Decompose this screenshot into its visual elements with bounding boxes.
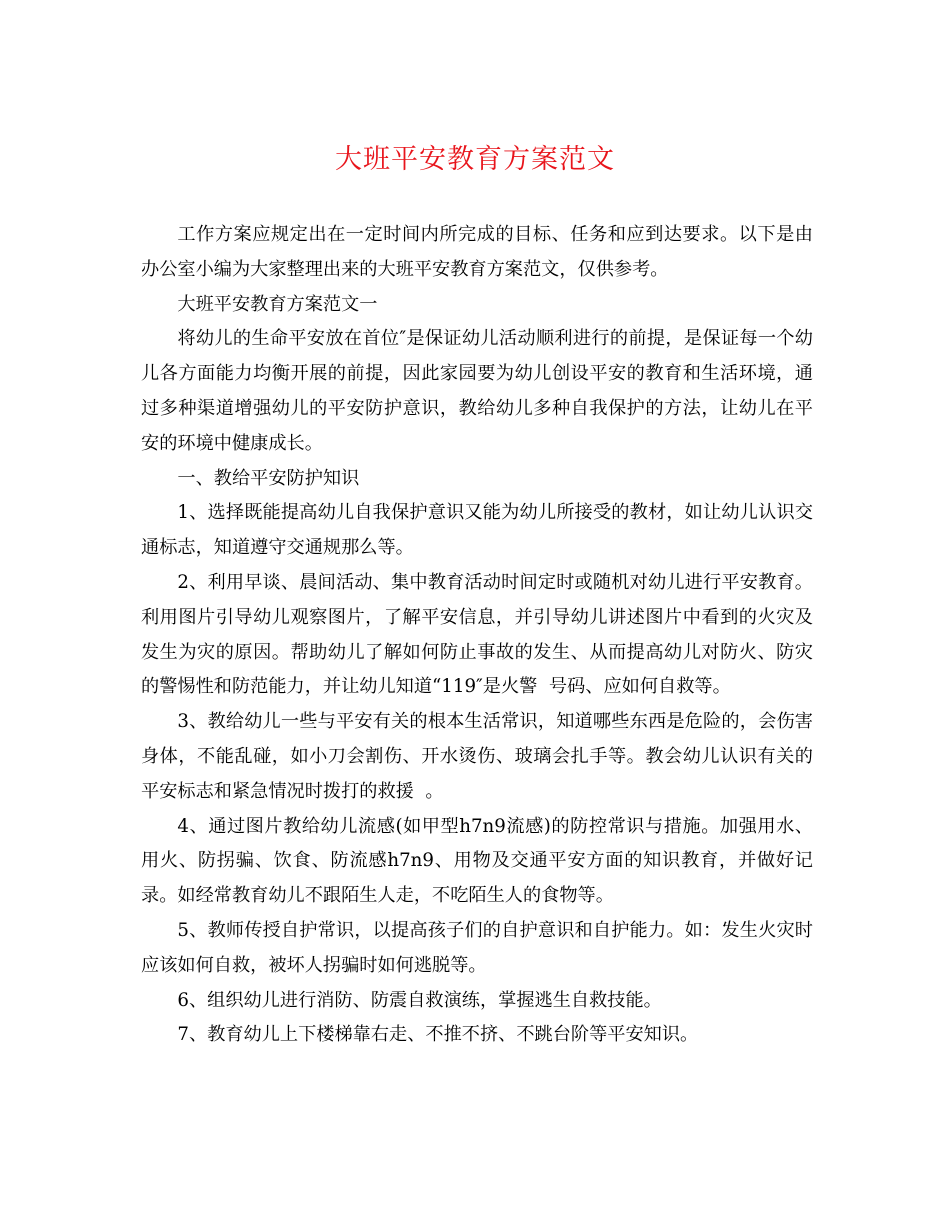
paragraph-item-7: 7、教育幼儿上下楼梯靠右走、不推不挤、不跳台阶等平安知识。 [177,1024,699,1046]
paragraph-item-4: 4、通过图片教给幼儿流感(如甲型h7n9流感)的防控常识与措施。加强用水、用火、防拐骗、饮食、防流感h7n9、用物及交通平安方面的知识教育，并做好记录。如经常教育幼儿不跟陌生人走，不吃陌生人的食物等。 [141,815,813,907]
paragraph-purpose: 将幼儿的生命平安放在首位″是保证幼儿活动顺利进行的前提，是保证每一个幼儿各方面能力均衡开展的前提，因此家园要为幼儿创设平安的教育和生活环境，通过多种渠道增强幼儿的平安防护意识，教给幼儿多种自我保护的方法，让幼儿在平安的环境中健康成长。 [141,328,813,454]
paragraph-intro: 工作方案应规定出在一定时间内所完成的目标、任务和应到达要求。以下是由办公室小编为大家整理出来的大班平安教育方案范文，仅供参考。 [141,224,813,280]
paragraph-item-5: 5、教师传授自护常识，以提高孩子们的自护意识和自护能力。如：发生火灾时应该如何自救，被坏人拐骗时如何逃脱等。 [141,919,813,976]
paragraph-item-2: 2、利用早谈、晨间活动、集中教育活动时间定时或随机对幼儿进行平安教育。利用图片引导幼儿观察图片，了解平安信息，并引导幼儿讲述图片中看到的火灾及发生为灾的原因。帮助幼儿了解如何防止事故的发生、从而提高幼儿对防火、防灾的警惕性和防范能力，并让幼儿知道“119″是火警 号码、应如何自救等。 [141,571,813,698]
paragraph-item-6: 6、组织幼儿进行消防、防震自救演练，掌握逃生自救技能。 [177,989,662,1011]
paragraph-item-3: 3、教给幼儿一些与平安有关的根本生活常识，知道哪些东西是危险的，会伤害身体，不能乱碰，如小刀会割伤、开水烫伤、玻璃会扎手等。教会幼儿认识有关的平安标志和紧急情况时拨打的救援 。 [141,711,813,802]
paragraph-item-1: 1、选择既能提高幼儿自我保护意识又能为幼儿所接受的教材，如让幼儿认识交通标志，知道遵守交通规那么等。 [141,502,813,559]
paragraph-section-heading: 大班平安教育方案范文一 [177,293,378,315]
document-title: 大班平安教育方案范文 [335,144,615,175]
paragraph-heading-one: 一、教给平安防护知识 [177,467,360,489]
document-body [141,218,813,1053]
